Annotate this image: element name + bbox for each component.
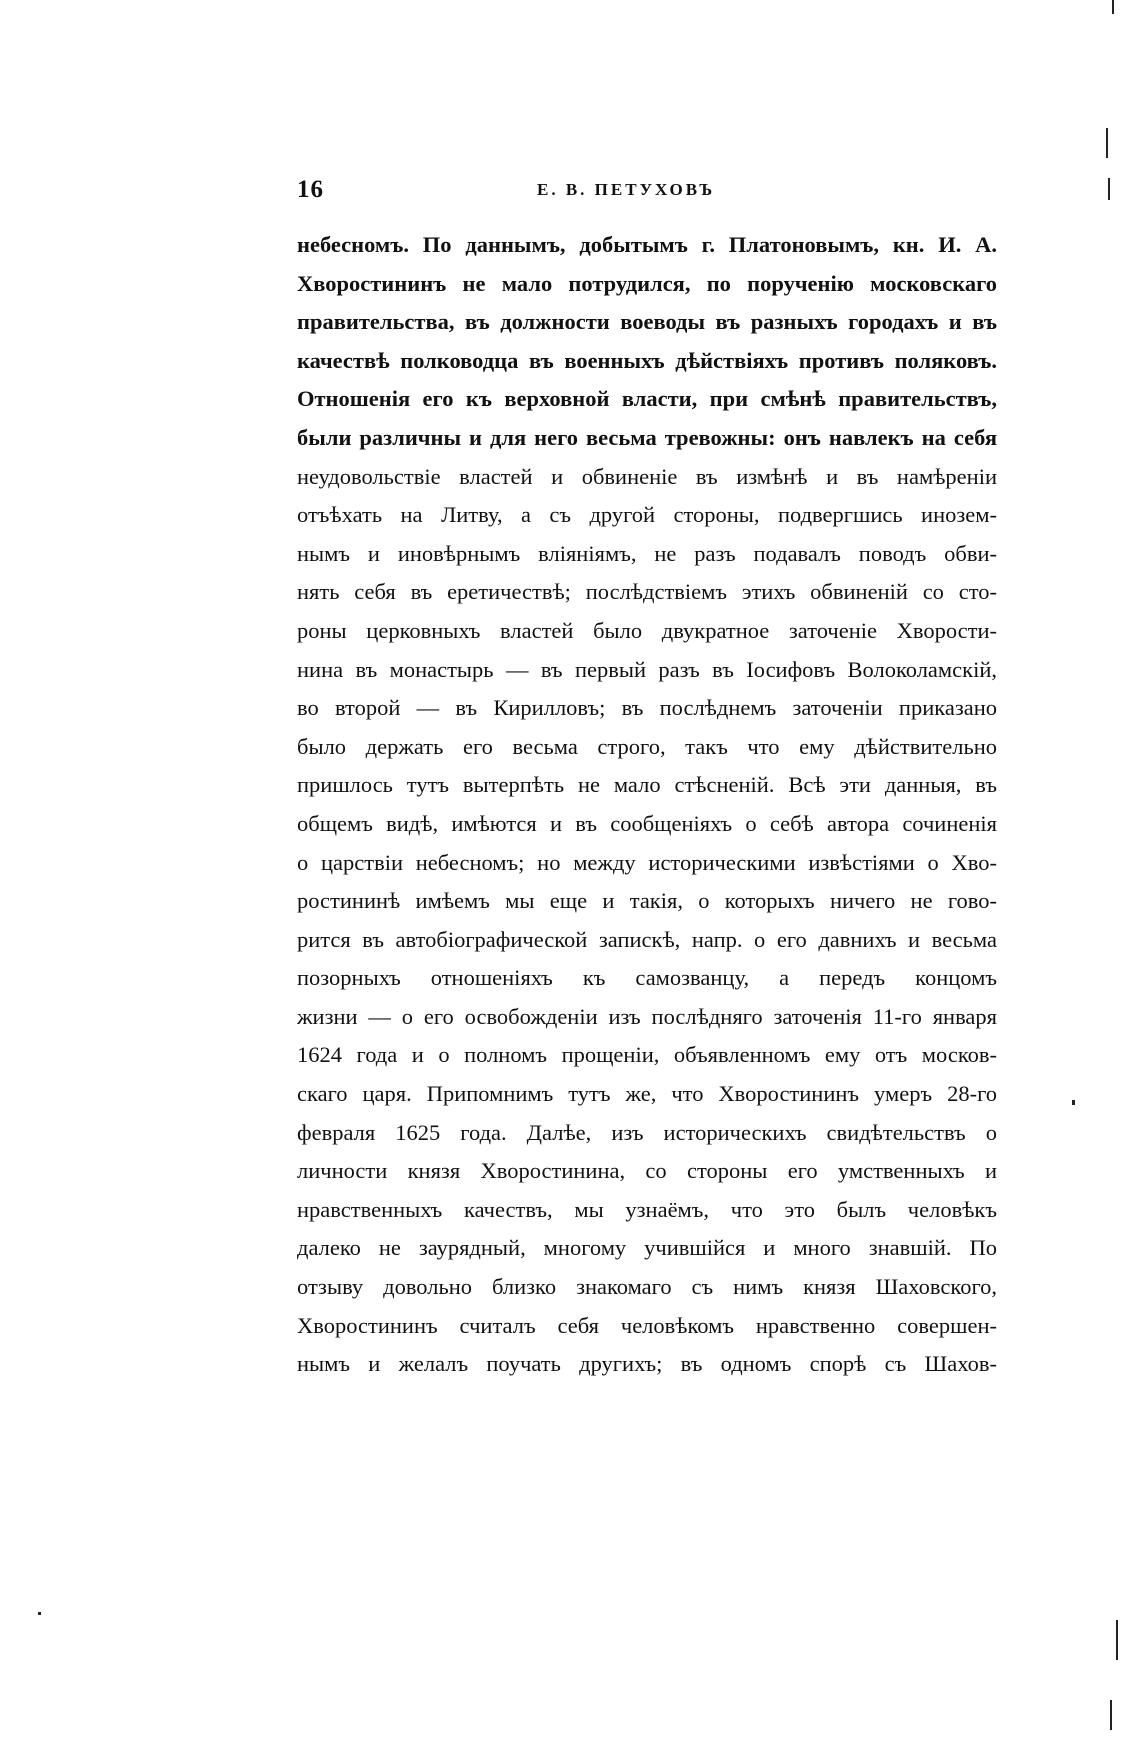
- text-line: были различны и для него весьма тревожны: онъ навлекъ на себя: [297, 424, 997, 450]
- running-head: [297, 176, 997, 216]
- text-line: февраля 1625 года. Далѣе, изъ историческихъ свидѣтельствъ о: [297, 1119, 997, 1145]
- scan-edge-mark: [1108, 178, 1110, 200]
- text-line: правительства, въ должности воеводы въ разныхъ городахъ и въ: [297, 309, 997, 335]
- text-line: далеко не заурядный, многому учившійся и много знавшій. По: [297, 1235, 997, 1261]
- scan-edge-mark: [1110, 1700, 1112, 1730]
- text-line: нымъ и желалъ поучать другихъ; въ одномъ спорѣ съ Шахов-: [297, 1351, 997, 1377]
- text-line: нять себя въ еретичествѣ; послѣдствіемъ этихъ обвиненій со сто-: [297, 579, 997, 605]
- body-text: [297, 226, 997, 1384]
- text-line: нравственныхъ качествъ, мы узнаёмъ, что это былъ человѣкъ: [297, 1196, 997, 1222]
- text-line: 1624 года и о полномъ прощеніи, объявленномъ ему отъ москов-: [297, 1042, 997, 1068]
- text-line: качествѣ полководца въ военныхъ дѣйствіяхъ противъ поляковъ.: [297, 347, 997, 373]
- scan-edge-mark: [1072, 1100, 1075, 1105]
- text-line: жизни — о его освобожденіи изъ послѣдняго заточенія 11-го января: [297, 1003, 997, 1029]
- text-line: нымъ и иновѣрнымъ вліяніямъ, не разъ подавалъ поводъ обви-: [297, 540, 997, 566]
- text-line: позорныхъ отношеніяхъ къ самозванцу, а передъ концомъ: [297, 965, 997, 991]
- text-line: отъѣхать на Литву, а съ другой стороны, подвергшись инозем-: [297, 502, 997, 528]
- text-line: общемъ видѣ, имѣются и въ сообщеніяхъ о себѣ автора сочиненія: [297, 810, 997, 836]
- scan-edge-mark: [1106, 128, 1108, 158]
- running-title: Е. В. ПЕТУХОВЪ: [537, 180, 716, 199]
- text-line: небесномъ. По даннымъ, добытымъ г. Платоновымъ, кн. И. А.: [297, 232, 997, 257]
- text-line: о царствіи небесномъ; но между историческими извѣстіями о Хво-: [297, 849, 997, 875]
- text-line: Отношенія его къ верховной власти, при смѣнѣ правительствъ,: [297, 386, 997, 412]
- text-line: скаго царя. Припомнимъ тутъ же, что Хворостининъ умеръ 28-го: [297, 1081, 997, 1107]
- text-line: роны церковныхъ властей было двукратное заточеніе Хворости-: [297, 617, 997, 643]
- scan-edge-mark: [1116, 1620, 1118, 1660]
- text-line: ростининѣ имѣемъ мы еще и такія, о которыхъ ничего не гово-: [297, 888, 997, 914]
- text-line: личности князя Хворостинина, со стороны его умственныхъ и: [297, 1158, 997, 1184]
- text-line: отзыву довольно близко знакомаго съ нимъ князя Шаховского,: [297, 1274, 997, 1300]
- text-line: Хворостининъ не мало потрудился, по порученію московскаго: [297, 270, 997, 296]
- text-line: было держать его весьма строго, такъ что ему дѣйствительно: [297, 733, 997, 759]
- text-line: пришлось тутъ вытерпѣть не мало стѣсненій. Всѣ эти данныя, въ: [297, 772, 997, 798]
- text-line: Хворостининъ считалъ себя человѣкомъ нравственно совершен-: [297, 1312, 997, 1338]
- scan-edge-mark: [38, 1612, 41, 1615]
- text-line: неудовольствіе властей и обвиненіе въ измѣнѣ и въ намѣреніи: [297, 463, 997, 489]
- text-line: во второй — въ Кирилловъ; въ послѣднемъ заточеніи приказано: [297, 695, 997, 721]
- text-line: нина въ монастырь — въ первый разъ въ Іосифовъ Волоколамскій,: [297, 656, 997, 682]
- scan-edge-mark: [1112, 0, 1114, 14]
- page-number: 16: [297, 176, 324, 203]
- text-line: рится въ автобіографической запискѣ, напр. о его давнихъ и весьма: [297, 926, 997, 952]
